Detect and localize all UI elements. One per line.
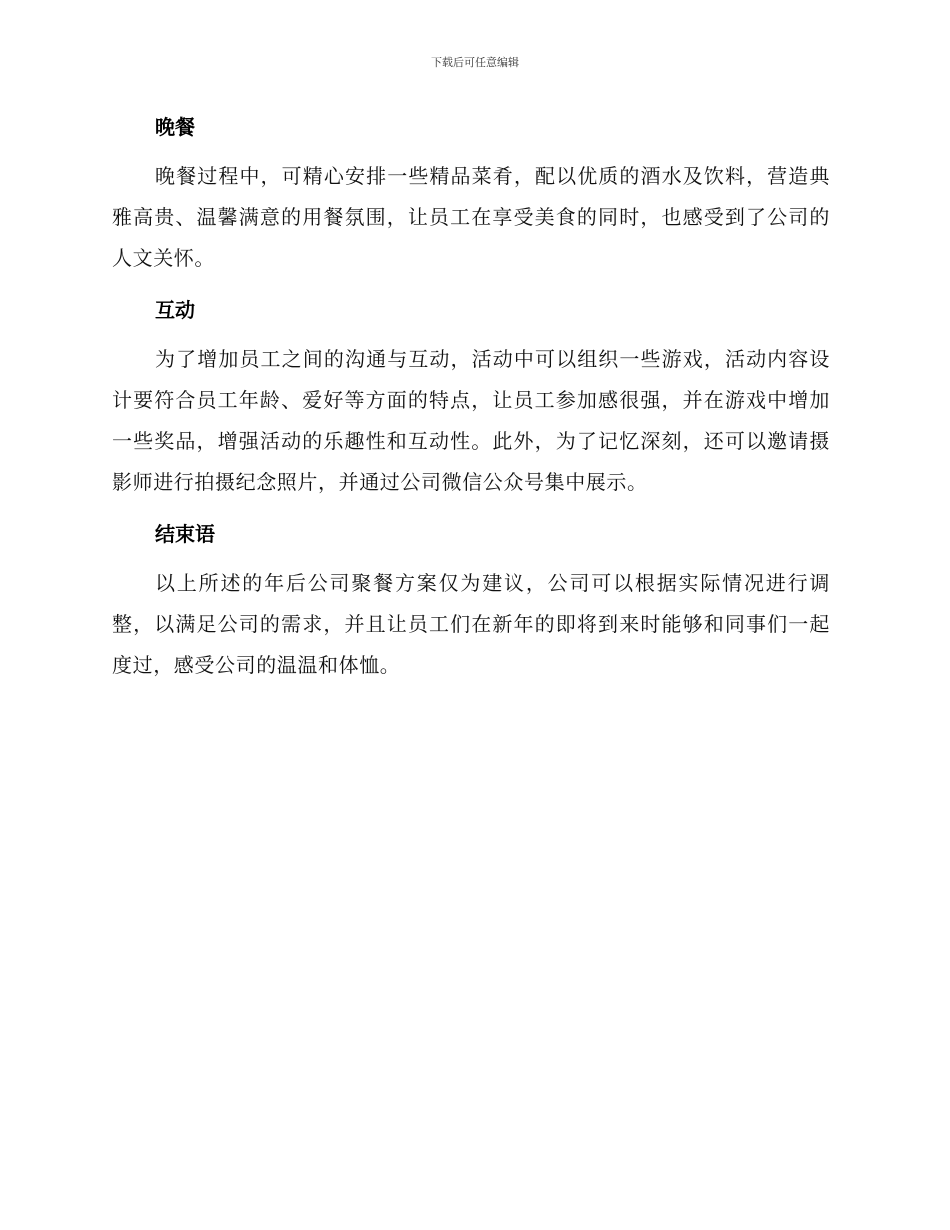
section-heading: 晚餐 (155, 115, 195, 139)
section-paragraph: 为了增加员工之间的沟通与互动，活动中可以组织一些游戏，活动内容设计要符合员工年龄、爱好等方面的特点，让员工参加感很强，并在游戏中增加一些奖品，增强活动的乐趣性和互动性。此外，为了记忆深刻，还可以邀请摄影师进行拍摄纪念照片，并通过公司微信公众号集中展示。 (112, 347, 830, 494)
section-conclusion (112, 517, 830, 686)
section-dinner (112, 110, 830, 279)
document-body (112, 110, 830, 700)
section-interaction (112, 293, 830, 503)
section-paragraph: 以上所述的年后公司聚餐方案仅为建议，公司可以根据实际情况进行调整，以满足公司的需求，并且让员工们在新年的即将到来时能够和同事们一起度过，感受公司的温温和体恤。 (112, 571, 830, 677)
section-heading: 互动 (155, 298, 195, 322)
page-header: 下载后可任意编辑 (431, 56, 519, 69)
section-paragraph: 晚餐过程中，可精心安排一些精品菜肴，配以优质的酒水及饮料，营造典雅高贵、温馨满意的用餐氛围，让员工在享受美食的同时，也感受到了公司的人文关怀。 (112, 164, 830, 270)
section-heading: 结束语 (155, 522, 215, 546)
